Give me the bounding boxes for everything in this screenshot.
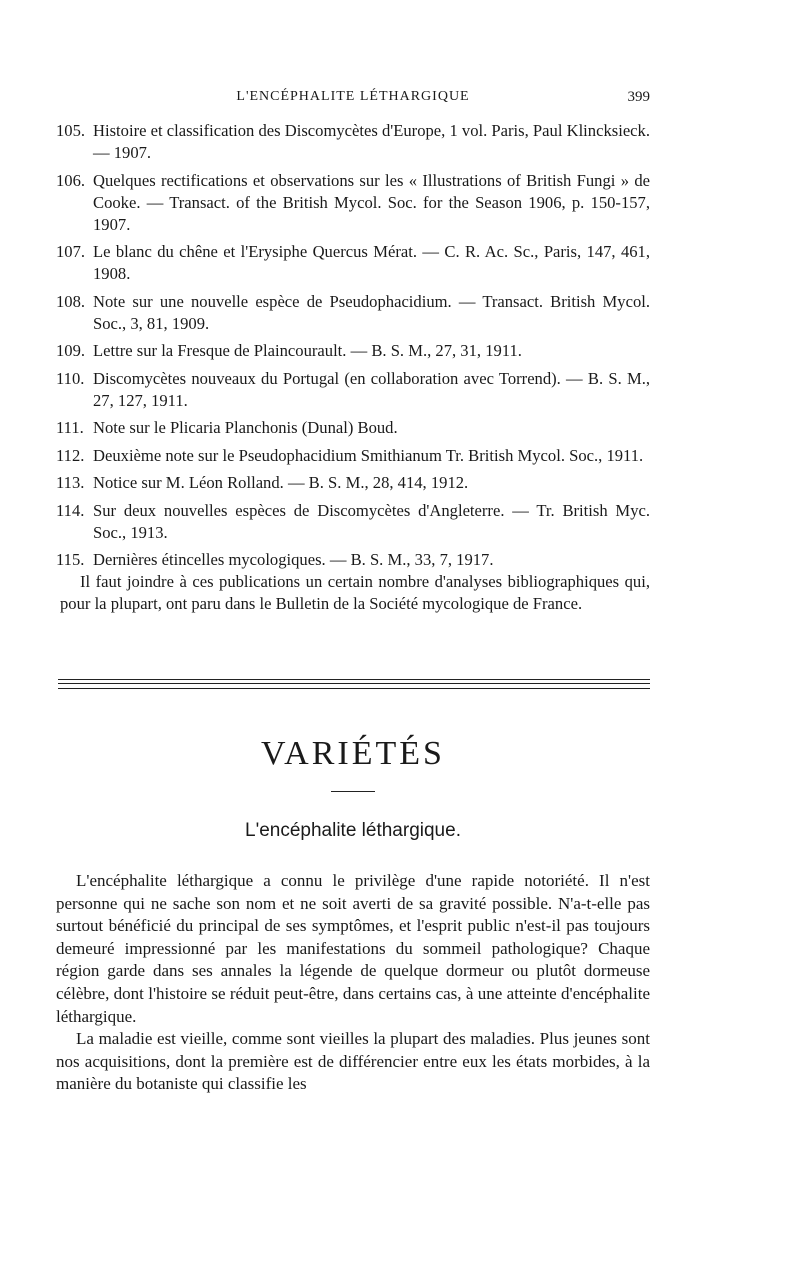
bibliography-entry — [56, 417, 650, 439]
entry-text: Lettre sur la Fresque de Plaincourault. — B. S. M., 27, 31, 1911. — [93, 341, 522, 360]
entry-text: Notice sur M. Léon Rolland. — B. S. M., 28, 414, 1912. — [93, 473, 469, 492]
entry-text: Histoire et classification des Discomycètes d'Europe, 1 vol. Paris, Paul Klincksieck. — 1907. — [93, 121, 650, 162]
body-paragraph: L'encéphalite léthargique a connu le privilège d'une rapide notoriété. Il n'est personne qui ne sache son nom et ne soit averti de sa gravité possible. N'a-t-elle pas surtout bénéficié du principal de ses symptômes, et l'esprit public n'est-il pas toujours demeuré impressionné par les manifestations du sommeil pathologique? Chaque région garde dans ses annales la légende de quelque dormeur ou plutôt dormeuse célèbre, dont l'histoire se réduit peut-être, dans certains cas, à une atteinte d'encéphalite léthargique. — [56, 871, 650, 1026]
entry-number: 109. — [56, 341, 86, 360]
entry-text: Sur deux nouvelles espèces de Discomycètes d'Angleterre. — Tr. British Myc. Soc., 1913. — [93, 500, 650, 542]
page-number: 399 — [627, 89, 650, 105]
body-paragraph: La maladie est vieille, comme sont vieilles la plupart des maladies. Plus jeunes sont nos acquisitions, dont la première est de différencier entre eux les états morbides, à la manière du botaniste qui classifie les — [56, 1029, 650, 1094]
bibliography-entry — [56, 241, 650, 285]
entry-number: 112. — [56, 445, 85, 465]
section-divider-double — [58, 679, 650, 684]
bibliography-entry — [56, 170, 650, 236]
entry-text: Quelques rectifications et observations sur les « Illustrations of British Fungi » de Cooke. — Transact. of the British Mycol. Soc. for the Season 1906, p. 150-157, 1907. — [93, 170, 650, 234]
bibliography-entry — [56, 291, 650, 335]
entry-text: Le blanc du chêne et l'Erysiphe Quercus Mérat. — C. R. Ac. Sc., Paris, 147, 461, 1908. — [93, 242, 650, 283]
bibliography-list — [56, 120, 650, 577]
entry-text: Note sur le Plicaria Planchonis (Dunal) Boud. — [93, 418, 398, 437]
page-header — [56, 89, 650, 111]
article-title: L'encéphalite léthargique. — [245, 820, 461, 841]
running-head: L'ENCÉPHALITE LÉTHARGIQUE — [236, 89, 470, 104]
entry-text: Note sur une nouvelle espèce de Pseudophacidium. — Transact. British Mycol. Soc., 3, 81, 1909. — [93, 291, 650, 333]
entry-number: 113. — [56, 473, 85, 492]
entry-number: 107. — [56, 242, 86, 261]
entry-number: 111. — [56, 418, 84, 437]
section-divider-single — [58, 688, 650, 689]
entry-text: Discomycètes nouveaux du Portugal (en collaboration avec Torrend). — B. S. M., 27, 127, 1911. — [93, 368, 650, 410]
closing-paragraph: Il faut joindre à ces publications un certain nombre d'analyses bibliographiques qui, pour la plupart, ont paru dans le Bulletin de la Société mycologique de France. — [60, 572, 650, 613]
bibliography-entry — [56, 368, 650, 412]
entry-number: 106. — [56, 170, 86, 190]
title-underline — [331, 791, 375, 792]
bibliography-entry — [56, 500, 650, 544]
bibliography-entry — [56, 549, 650, 571]
entry-text: Dernières étincelles mycologiques. — B. S. M., 33, 7, 1917. — [93, 550, 494, 569]
entry-number: 110. — [56, 368, 85, 388]
bibliography-entry — [56, 445, 650, 467]
article-body — [56, 870, 650, 1096]
bibliography-entry — [56, 120, 650, 164]
entry-number: 108. — [56, 291, 86, 311]
entry-number: 115. — [56, 550, 85, 569]
bibliography-entry — [56, 340, 650, 362]
entry-text: Deuxième note sur le Pseudophacidium Smithianum Tr. British Mycol. Soc., 1911. — [93, 445, 644, 465]
entry-number: 114. — [56, 500, 85, 520]
bibliography-entry — [56, 472, 650, 494]
entry-number: 105. — [56, 121, 86, 140]
section-title: VARIÉTÉS — [261, 735, 445, 772]
